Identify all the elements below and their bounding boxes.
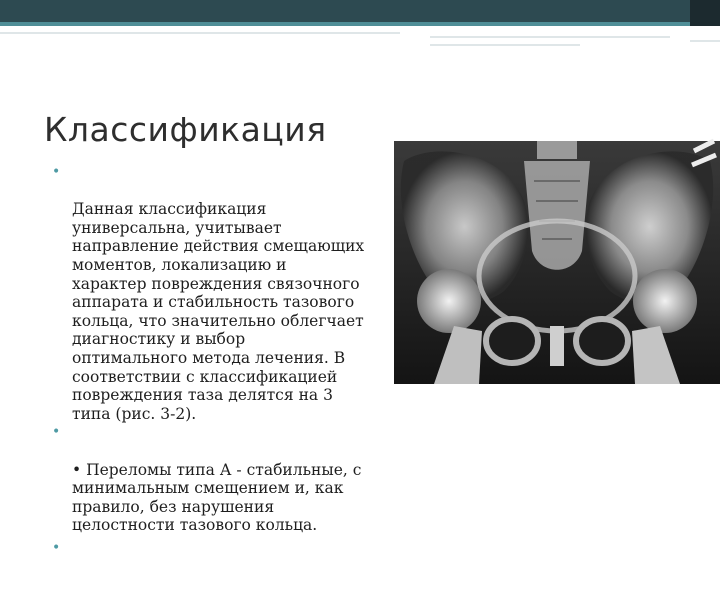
header-corner-block bbox=[690, 0, 720, 26]
decorative-line bbox=[430, 44, 580, 46]
bullet-text: • Переломы типа А - стабильные, с минимальным смещением и, как правило, без нарушения целостности тазового кольца. bbox=[72, 460, 362, 535]
slide-title: Классификация bbox=[44, 110, 327, 149]
decorative-line bbox=[430, 36, 670, 38]
bullet-marker: • bbox=[52, 539, 61, 556]
bullet-item bbox=[52, 423, 402, 535]
slide-body bbox=[52, 163, 402, 556]
pelvis-xray-icon bbox=[394, 141, 720, 384]
bullet-item bbox=[52, 539, 402, 595]
bullet-item bbox=[52, 163, 402, 423]
bullet-marker: • bbox=[52, 164, 61, 180]
decorative-line bbox=[690, 40, 720, 42]
bullet-list bbox=[52, 163, 402, 595]
header-accent-line bbox=[0, 22, 690, 26]
bullet-text: Данная классификация универсальна, учитывает направление действия смещающих моментов, локализацию и характер повреждения связочного аппарата и стабильность тазового кольца, что значительно облегчает диагностику и выбор оптимального метода лечения. В соответствии с классификацией повреждения таза делятся на 3 типа (рис. 3-2). bbox=[72, 200, 365, 423]
bullet-marker: • bbox=[52, 424, 61, 441]
decorative-line bbox=[0, 32, 400, 34]
pelvis-xray-image bbox=[394, 141, 720, 384]
